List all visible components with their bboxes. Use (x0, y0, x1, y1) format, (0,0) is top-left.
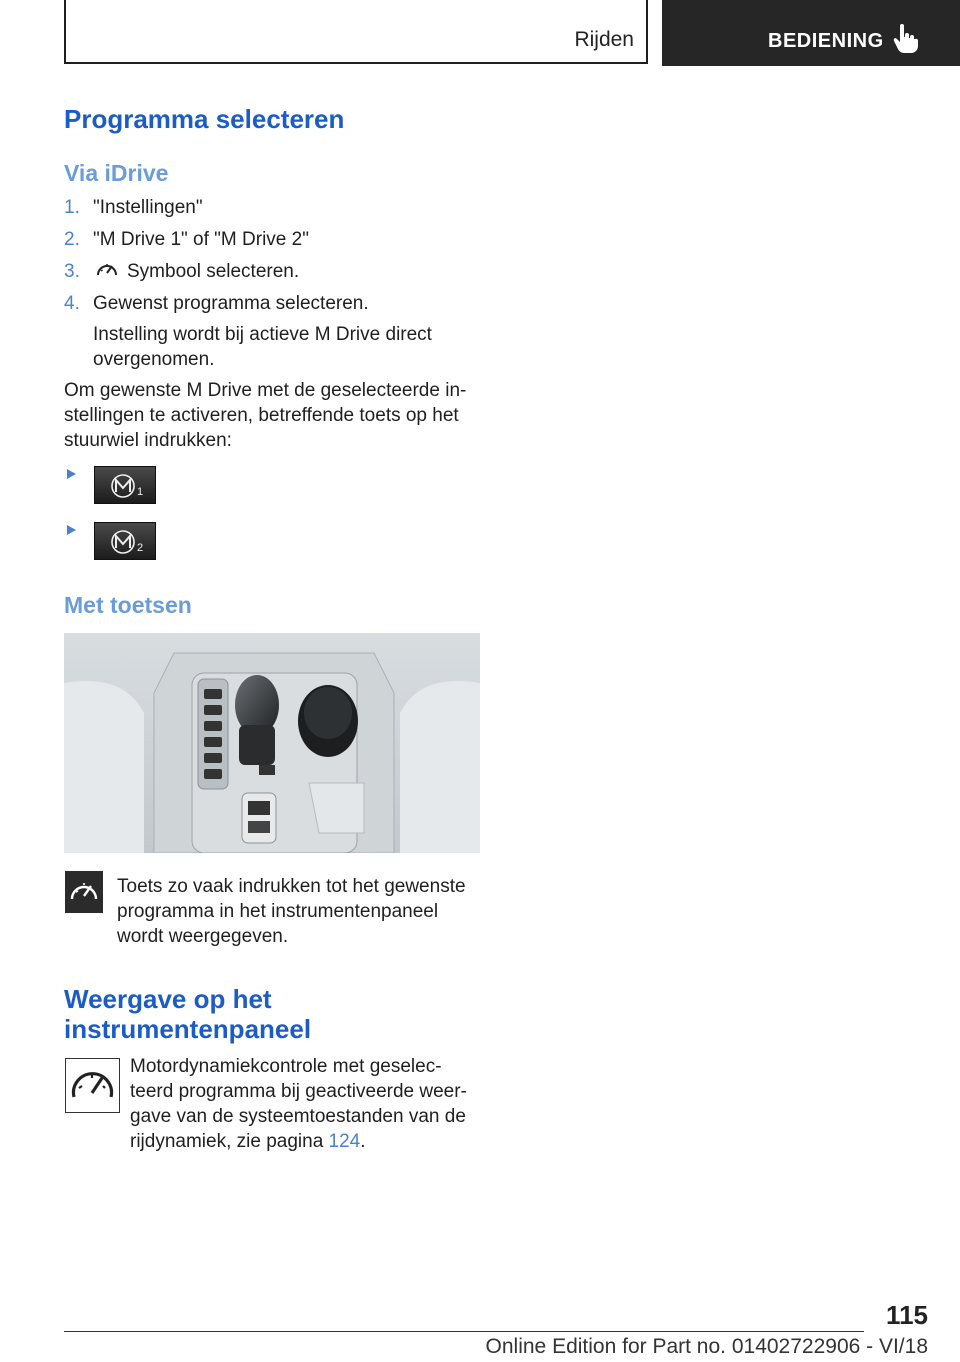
m2-button-icon (94, 522, 156, 560)
section-title-programma: Programma selecteren (64, 104, 345, 134)
center-console-illustration (64, 633, 480, 853)
gauge-icon (65, 871, 103, 913)
step-text-3: Symbool selecteren. (127, 261, 300, 282)
gauge-icon (95, 258, 119, 282)
header-section-box (64, 0, 648, 64)
footer-edition: Online Edition for Part no. 01402722906 - VI/18 (485, 1335, 928, 1358)
keys-instruction-first-lines (117, 874, 477, 949)
keys-instruction-text: Toets zo vaak indrukken tot het gewenste programma in het instrumentenpaneel wordt weergegeven. (117, 876, 466, 947)
section-title-weergave-line1: Weergave op het (64, 984, 272, 1014)
bullet-triangle-icon (67, 525, 76, 535)
m2-subscript: 2 (137, 542, 144, 554)
step-number-3: 3. (64, 261, 80, 282)
m1-subscript: 1 (137, 486, 144, 498)
subheading-met-toetsen: Met toetsen (64, 592, 192, 618)
dynamics-text: Motordynamiekcontrole met geselec-teerd programma bij geactiveerde weer-gave van de systeemtoestanden van de rijdynamiek, zie pagina (130, 1056, 467, 1152)
step-4-note: Instelling wordt bij actieve M Drive direct overgenomen. (93, 324, 432, 370)
section-title-weergave-line2: instrumentenpaneel (64, 1014, 312, 1044)
m1-button-icon (94, 466, 156, 504)
step-text-2: "M Drive 1" of "M Drive 2" (93, 229, 309, 250)
page-link-124[interactable]: 124 (328, 1131, 361, 1152)
pointing-hand-icon (892, 24, 918, 54)
step-number-1: 1. (64, 197, 80, 218)
header-chapter-label: BEDIENING (768, 30, 884, 52)
header-section-label: Rijden (574, 28, 634, 51)
dynamics-period: . (360, 1131, 366, 1152)
activate-paragraph: Om gewenste M Drive met de geselecteerde in-stellingen te activeren, betreffende toets op het stuurwiel indrukken: (64, 380, 467, 451)
step-number-4: 4. (64, 293, 80, 314)
gauge-icon (65, 1058, 120, 1113)
bullet-triangle-icon (67, 469, 76, 479)
step-text-4: Gewenst programma selecteren. (93, 293, 369, 314)
step-text-1: "Instellingen" (93, 197, 203, 218)
subheading-via-idrive: Via iDrive (64, 160, 169, 186)
page-number: 115 (886, 1300, 928, 1330)
footer-divider (64, 1331, 864, 1332)
dynamics-paragraph (130, 1054, 476, 1154)
step-number-2: 2. (64, 229, 80, 250)
header-chapter-box (662, 0, 960, 66)
